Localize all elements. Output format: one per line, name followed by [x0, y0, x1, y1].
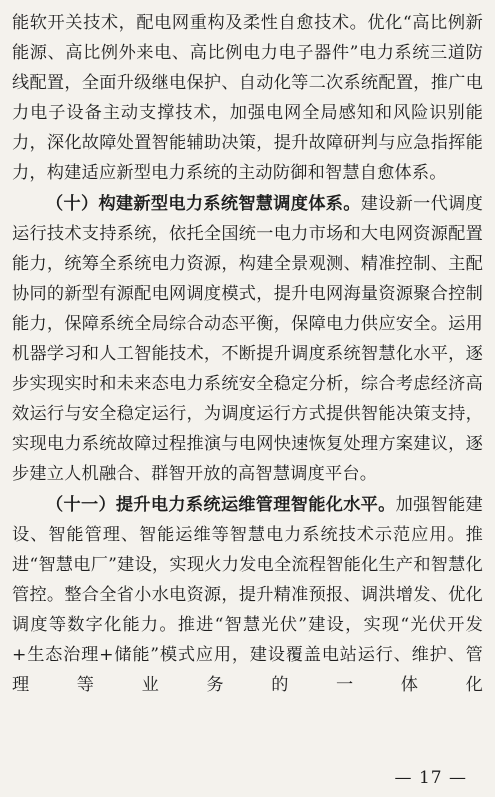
section-heading-10: （十）构建新型电力系统智慧调度体系。	[46, 193, 361, 214]
page-number: — 17 —	[394, 768, 467, 788]
paragraph-operation-maintenance	[12, 490, 483, 701]
section-heading-11: （十一）提升电力系统运维管理智能化水平。	[46, 494, 396, 515]
paragraph-body: 能软开关技术，配电网重构及柔性自愈技术。优化“高比例新能源、高比例外来电、高比例电力电子器件”电力系统三道防线配置，全面升级继电保护、自动化等二次系统配置，推广电力电子设备主动支撑技术，加强电网全局感知和风险识别能力，深化故障处置智能辅助决策，提升故障研判与应急指挥能力，构建适应新型电力系统的主动防御和智慧自愈体系。	[12, 13, 483, 184]
paragraph-continuation	[12, 8, 483, 189]
paragraph-body: 建设新一代调度运行技术支持系统，依托全国统一电力市场和大电网资源配置能力，统筹全系统电力资源，构建全景观测、精准控制、主配协同的新型有源配电网调度模式，提升电网海量资源聚合控制能力，保障系统全局综合动态平衡，保障电力供应安全。运用机器学习和人工智能技术，不断提升调度系统智慧化水平，逐步实现实时和未来态电力系统安全稳定分析，综合考虑经济高效运行与安全稳定运行，为调度运行方式提供智能决策支持，实现电力系统故障过程推演与电网快速恢复处理方案建议，逐步建立人机融合、群智开放的高智慧调度平台。	[12, 193, 483, 485]
paragraph-body: 加强智能建设、智能管理、智能运维等智慧电力系统技术示范应用。推进“智慧电厂”建设，实现火力发电全流程智能化生产和智慧化管控。整合全省小水电资源，提升精准预报、调洪增发、优化调度等数字化能力。推进“智慧光伏”建设，实现“光伏开发+生态治理+储能”模式应用，建设覆盖电站运行、维护、管理等业务的一体化	[12, 494, 483, 696]
paragraph-smart-dispatch	[12, 189, 483, 490]
